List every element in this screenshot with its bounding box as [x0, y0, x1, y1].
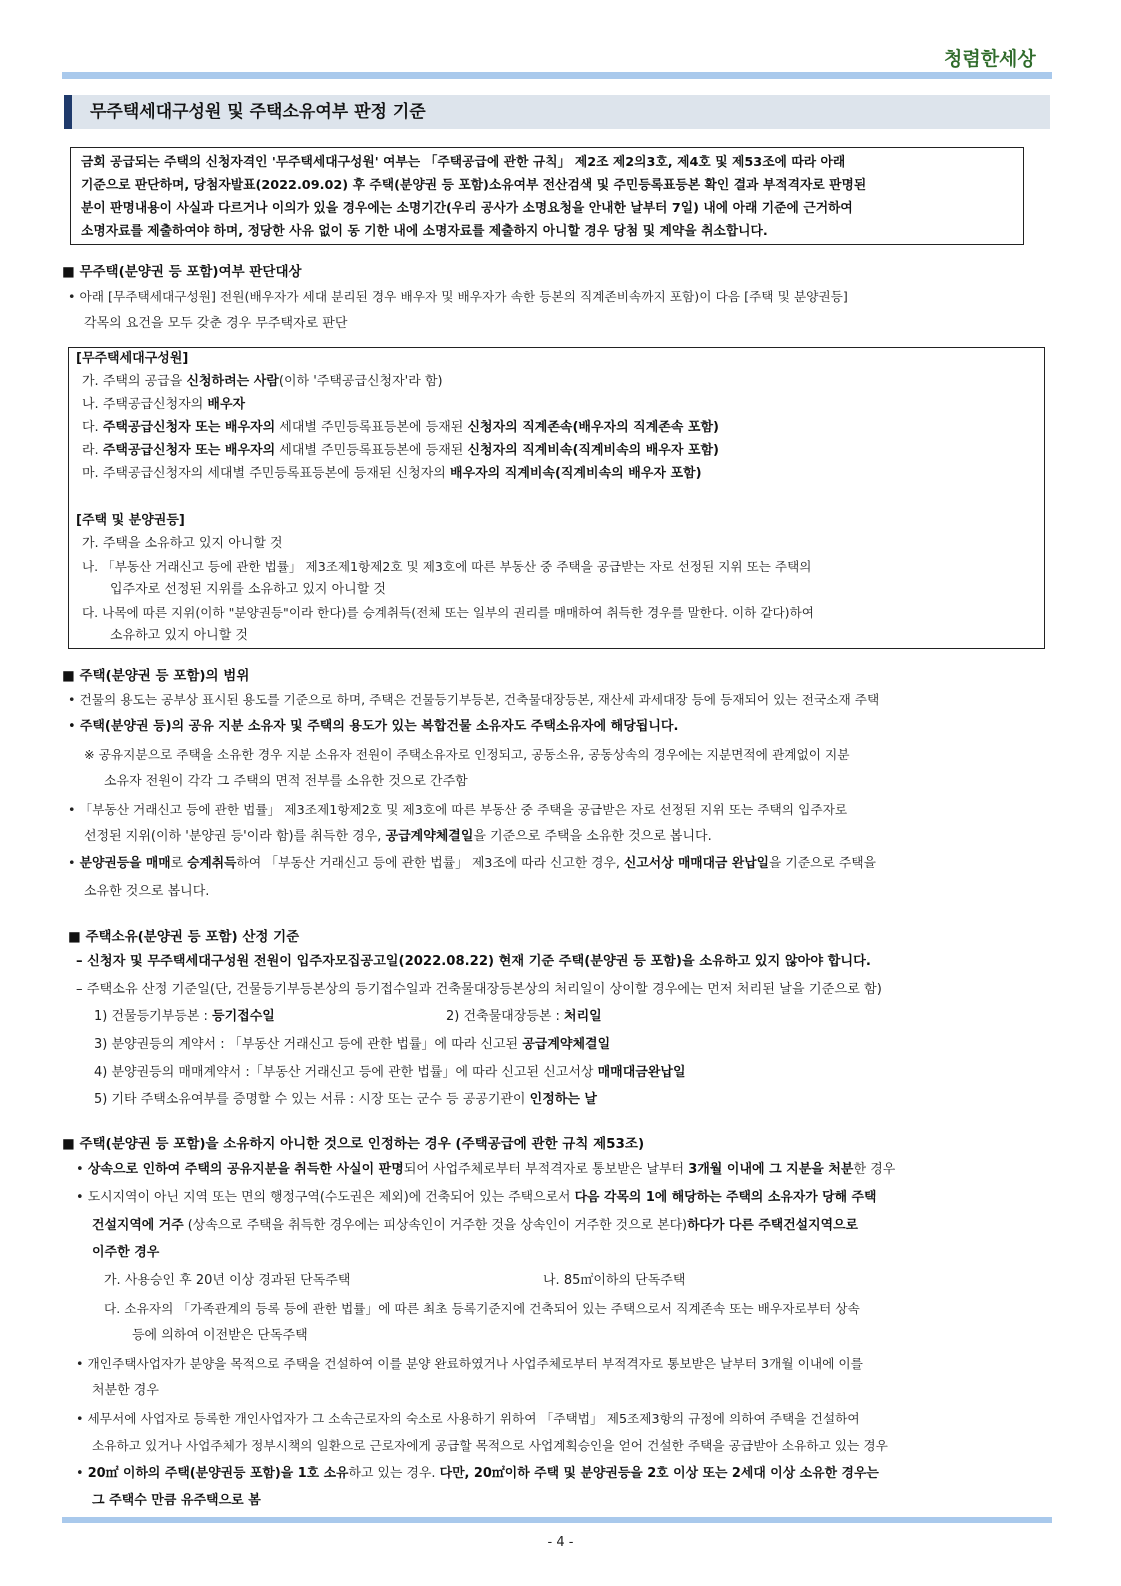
section2-note: ※ 공유지분으로 주택을 소유한 경우 지분 소유자 전원이 주택소유자로 인정되고, 공동소유, 공동상속의 경우에는 지분면적에 관계없이 지분 [84, 747, 850, 762]
section2-bullet: • 「부동산 거래신고 등에 관한 법률」 제3조제1항제2호 및 제3호에 따른 부동산 중 주택을 공급받은 자로 선정된 지위 또는 주택의 입주자로 [68, 802, 848, 817]
section2-bullet: • 주택(분양권 등)의 공유 지분 소유자 및 주택의 용도가 있는 복합건물 소유자도 주택소유자에 해당됩니다. [68, 715, 678, 738]
section2-note-cont: 소유자 전원이 각각 그 주택의 면적 전부를 소유한 것으로 간주함 [104, 774, 468, 789]
top-divider [62, 72, 1052, 79]
intro-box [70, 147, 1024, 245]
member-item: 마. 주택공급신청자의 세대별 주민등록표등본에 등재된 신청자의 배우자의 직계비속(직계비속의 배우자 포함) [82, 466, 702, 481]
member-item: 나. 주택공급신청자의 배우자 [82, 397, 246, 412]
section2-bullet: • 분양권등을 매매로 승계취득하여 「부동산 거래신고 등에 관한 법률」 제3조에 따라 신고한 경우, 신고서상 매매대금 완납일을 기준으로 주택을 [68, 852, 876, 875]
section2-bullet-cont: 선정된 지위(이하 '분양권 등'이라 함)를 취득한 경우, 공급계약체결일을 기준으로 주택을 소유한 것으로 봅니다. [84, 829, 712, 844]
section1-bullet-line2: 각목의 요건을 모두 갖춘 경우 무주택자로 판단 [84, 316, 348, 331]
intro-line: 분이 판명내용이 사실과 다르거나 이의가 있을 경우에는 소명기간(우리 공사가 소명요청을 안내한 날부터 7일) 내에 아래 기준에 근거하여 [81, 201, 853, 216]
housing-item: 나. 「부동산 거래신고 등에 관한 법률」 제3조제1항제2호 및 제3호에 따른 부동산 중 주택을 공급받는 자로 선정된 지위 또는 주택의 [82, 559, 812, 574]
housing-item-cont: 입주자로 선정된 지위를 소유하고 있지 아니할 것 [110, 582, 386, 597]
section4-bullet: • 상속으로 인하여 주택의 공유지분을 취득한 사실이 판명되어 사업주체로부터 부적격자로 통보받은 날부터 3개월 이내에 그 지분을 처분한 경우 [76, 1158, 895, 1181]
housing-item: 다. 나목에 따른 지위(이하 "분양권등"이라 한다)를 승계취득(전체 또는 일부의 권리를 매매하여 취득한 경우를 말한다. 이하 같다)하여 [82, 605, 814, 620]
member-item: 다. 주택공급신청자 또는 배우자의 세대별 주민등록표등본에 등재된 신청자의 직계존속(배우자의 직계존속 포함) [82, 420, 719, 435]
section4-bullet: • 개인주택사업자가 분양을 목적으로 주택을 건설하여 이를 분양 완료하였거나 사업주체로부터 부적격자로 통보받은 날부터 3개월 이내에 이를 [76, 1352, 863, 1375]
intro-line: 금회 공급되는 주택의 신청자격인 '무주택세대구성원' 여부는 「주택공급에 관한 규칙」 제2조 제2의3호, 제4호 및 제53조에 따라 아래 [81, 155, 846, 170]
housing-item-cont: 소유하고 있지 아니할 것 [110, 628, 248, 643]
logo-text: 청렴한세상 [944, 48, 1036, 70]
section1-bullet-line1: • 아래 [무주택세대구성원] 전원(배우자가 세대 분리된 경우 배우자 및 배우자가 속한 등본의 직계존비속까지 포함)이 다음 [주택 및 분양권등] [68, 289, 848, 304]
housing-title: [주택 및 분양권등] [76, 513, 185, 528]
section3-item: 3) 분양권등의 계약서 : 「부동산 거래신고 등에 관한 법률」에 따라 신고된 공급계약체결일 [94, 1037, 611, 1052]
member-item: 가. 주택의 공급을 신청하려는 사람(이하 '주택공급신청자'라 함) [82, 374, 443, 389]
section4-bullet: • 20㎡ 이하의 주택(분양권등 포함)을 1호 소유하고 있는 경우. 다만, 20㎡이하 주택 및 분양권등을 2호 이상 또는 2세대 이상 소유한 경우는 [76, 1462, 879, 1485]
section4-bullet-cont: 소유하고 있거나 사업주체가 정부시책의 일환으로 근로자에게 공급할 목적으로 사업계획승인을 얻어 건설한 주택을 공급받아 소유하고 있는 경우 [92, 1438, 888, 1453]
page-title: 무주택세대구성원 및 주택소유여부 판정 기준 [64, 95, 1050, 129]
section3-item: 4) 분양권등의 매매계약서 :「부동산 거래신고 등에 관한 법률」에 따라 신고된 신고서상 매매대금완납일 [94, 1065, 686, 1080]
section4-bullet-cont: 건설지역에 거주 (상속으로 주택을 취득한 경우에는 피상속인이 거주한 것을 상속인이 거주한 것으로 본다)하다가 다른 주택건설지역으로 [92, 1218, 858, 1233]
section3-dash: – 신청자 및 무주택세대구성원 전원이 입주자모집공고일(2022.08.22) 현재 기준 주택(분양권 등 포함)을 소유하고 있지 않아야 합니다. [76, 954, 871, 969]
logo [944, 44, 1036, 71]
section4-bullet-cont: 처분한 경우 [92, 1383, 159, 1398]
section2-bullet-cont: 소유한 것으로 봅니다. [84, 884, 210, 899]
section1-heading [62, 260, 302, 280]
section4-heading-text: 주택(분양권 등 포함)을 소유하지 아니한 것으로 인정하는 경우 (주택공급에 관한 규칙 제53조) [79, 1136, 645, 1152]
section3-heading-text: 주택소유(분양권 등 포함) 산정 기준 [85, 929, 300, 945]
section3-dash: – 주택소유 산정 기준일(단, 건물등기부등본상의 등기접수일과 건축물대장등본상의 처리일이 상이할 경우에는 먼저 처리된 날을 기준으로 함) [76, 982, 882, 997]
member-item: 라. 주택공급신청자 또는 배우자의 세대별 주민등록표등본에 등재된 신청자의 직계비속(직계비속의 배우자 포함) [82, 443, 719, 458]
section3-item: 5) 기타 주택소유여부를 증명할 수 있는 서류 : 시장 또는 군수 등 공공기관이 인정하는 날 [94, 1092, 597, 1107]
section4-subitem: 나. 85㎡이하의 단독주택 [543, 1273, 686, 1288]
section3-item: 2) 건축물대장등본 : 처리일 [446, 1009, 602, 1024]
intro-line: 기준으로 판단하며, 당첨자발표(2022.09.02) 후 주택(분양권 등 포함)소유여부 전산검색 및 주민등록표등본 확인 결과 부적격자로 판명된 [81, 178, 867, 193]
section4-bullet-cont: 이주한 경우 [92, 1245, 160, 1260]
section4-subitem: 다. 소유자의 「가족관계의 등록 등에 관한 법률」에 따른 최초 등록기준지에 건축되어 있는 주택으로서 직계존속 또는 배우자로부터 상속 [104, 1301, 860, 1316]
section1-heading-text: 무주택(분양권 등 포함)여부 판단대상 [79, 264, 302, 280]
housing-item: 가. 주택을 소유하고 있지 아니할 것 [82, 536, 283, 551]
section4-subitem: 가. 사용승인 후 20년 이상 경과된 단독주택 [104, 1273, 351, 1288]
members-title: [무주택세대구성원] [76, 351, 189, 366]
section4-bullet-cont: 그 주택수 만큼 유주택으로 봄 [92, 1493, 261, 1508]
section2-bullet: • 건물의 용도는 공부상 표시된 용도를 기준으로 하며, 주택은 건물등기부등본, 건축물대장등본, 재산세 과세대장 등에 등재되어 있는 전국소재 주택 [68, 688, 879, 711]
section3-heading [68, 925, 299, 945]
page-number: - 4 - [547, 1535, 574, 1550]
section4-subitem-cont: 등에 의하여 이전받은 단독주택 [132, 1328, 308, 1343]
section3-item: 1) 건물등기부등본 : 등기접수일 [94, 1009, 275, 1024]
intro-line: 소명자료를 제출하여야 하며, 정당한 사유 없이 동 기한 내에 소명자료를 제출하지 아니할 경우 당첨 및 계약을 취소합니다. [81, 224, 768, 239]
section2-heading [62, 664, 249, 684]
section4-bullet: • 도시지역이 아닌 지역 또는 면의 행정구역(수도권은 제외)에 건축되어 있는 주택으로서 다음 각목의 1에 해당하는 주택의 소유자가 당해 주택 [76, 1186, 876, 1209]
section4-bullet: • 세무서에 사업자로 등록한 개인사업자가 그 소속근로자의 숙소로 사용하기 위하여 「주택법」 제5조제3항의 규정에 의하여 주택을 건설하여 [76, 1407, 860, 1430]
section2-heading-text: 주택(분양권 등 포함)의 범위 [79, 668, 250, 684]
bottom-divider [62, 1517, 1052, 1523]
section4-heading [62, 1132, 644, 1152]
